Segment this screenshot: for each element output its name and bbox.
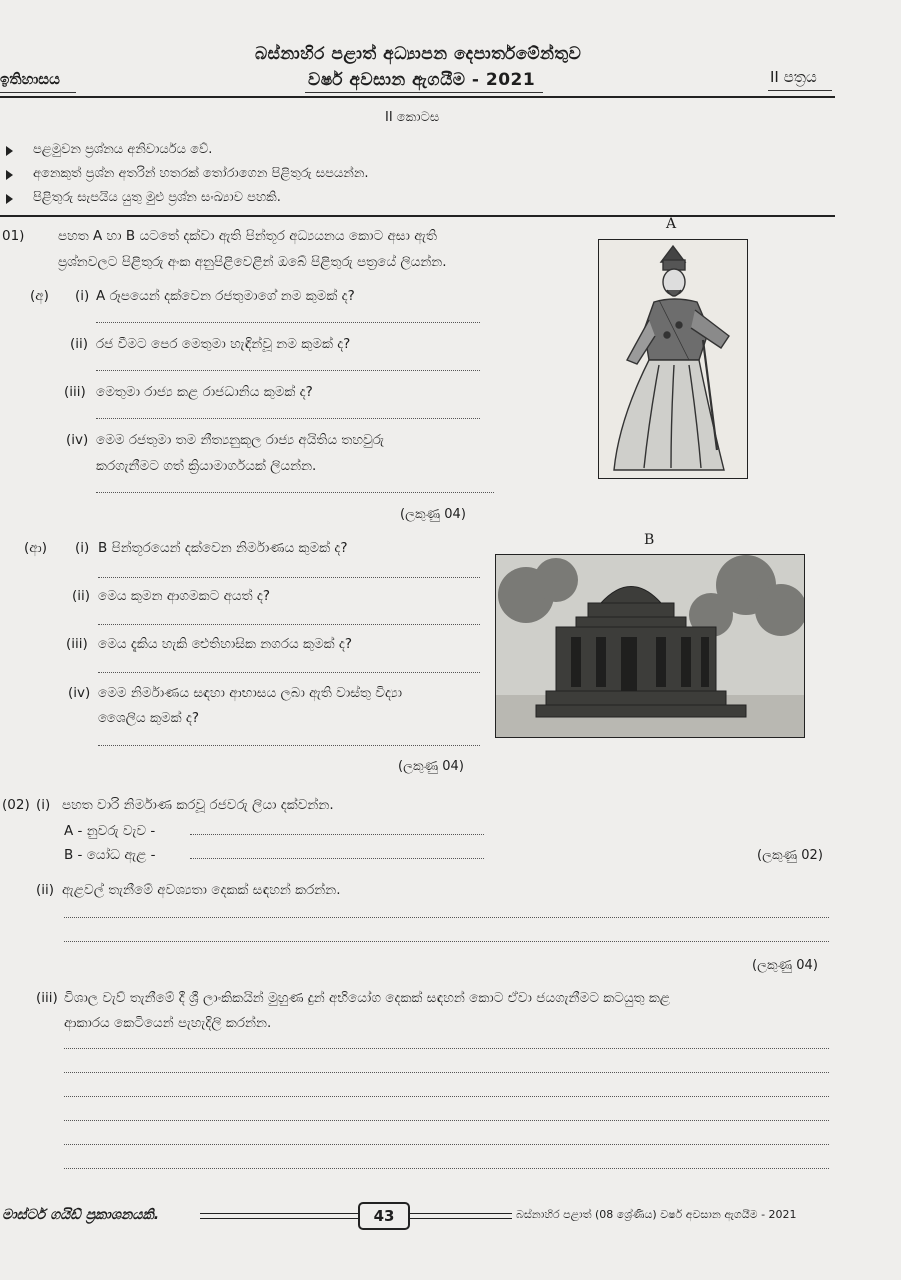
answer-line xyxy=(64,1072,829,1073)
q2-number: (02) xyxy=(2,797,30,813)
q2-ii-num: (ii) xyxy=(36,882,55,898)
subject-underline xyxy=(0,92,76,93)
picture-a-label: A xyxy=(666,216,677,232)
subject-label: ඉතිහාසය xyxy=(0,70,60,88)
q1-intro-line1: පහත A හා B යටතේ දක්වා ඇති පින්තූර අධ්‍යයනය කොට අසා ඇති xyxy=(58,228,437,244)
answer-line xyxy=(64,1144,829,1145)
q2-i-num: (i) xyxy=(36,797,51,813)
exam-title-underline xyxy=(305,92,543,93)
q1b-ii-num: (ii) xyxy=(72,588,91,604)
answer-line xyxy=(190,858,484,859)
answer-line xyxy=(98,624,480,625)
q2-ii-marks: (ලකුණු 04) xyxy=(752,958,818,973)
q2-ii-text: ඇළවල් තැනීමේ අවශ්‍යතා දෙකක් සඳහන් කරන්න. xyxy=(62,882,341,898)
instruction-1: පළමුවන ප්‍රශ්නය අනිවාර්යය වේ. xyxy=(33,142,213,157)
answer-line xyxy=(64,1120,829,1121)
q1a-i-num: (i) xyxy=(75,288,90,304)
paper-underline xyxy=(768,90,832,91)
q1-number: 01) xyxy=(2,228,25,244)
department-title: බස්නාහිර පළාත් අධ්‍යාපන දෙපාර්තමේන්තුව xyxy=(255,44,582,64)
q1b-iv-num: (iv) xyxy=(68,685,91,701)
answer-line xyxy=(64,941,829,942)
answer-line xyxy=(64,1096,829,1097)
q1a-iii-num: (iii) xyxy=(64,384,86,400)
bullet-icon xyxy=(6,170,13,180)
answer-line xyxy=(98,672,480,673)
footer-rule-right xyxy=(408,1213,512,1214)
paper-label: II පත්‍රය xyxy=(770,68,817,86)
q2-iii-num: (iii) xyxy=(36,990,58,1006)
header-rule xyxy=(0,96,835,98)
answer-line xyxy=(98,577,480,578)
answer-line xyxy=(96,370,480,371)
q2-i-a: A - නුවරු වැව - xyxy=(64,823,156,839)
answer-line xyxy=(96,322,480,323)
q1a-iv-text2: කරගැනීමට ගත් ක්‍රියාමාර්ගයක් ලියන්න. xyxy=(96,458,317,474)
bullet-icon xyxy=(6,146,13,156)
answer-line xyxy=(190,834,484,835)
q1b-iii-text: මෙය දැකිය හැකි ඓතිහාසික නගරය කුමක් ද? xyxy=(98,636,353,652)
footer-publisher: මාස්ටර් ගයිඩ් ප්‍රකාශනයකි. xyxy=(2,1207,160,1223)
q1b-marks: (ලකුණු 04) xyxy=(398,759,464,774)
answer-line xyxy=(64,917,829,918)
q1a-iii-text: මෙතුමා රාජ්‍ය කළ රාජධානිය කුමක් ද? xyxy=(96,384,313,400)
q1b-ii-text: මෙය කුමන ආගමකට අයත් ද? xyxy=(98,588,271,604)
bullet-icon xyxy=(6,194,13,204)
q1b-iv-text2: ශෛලිය කුමක් ද? xyxy=(98,710,200,726)
q2-iii-text: විශාල වැව් තැනීමේ දී ශ්‍රී ලාංකිකයින් මුහුණ දුන් අභියෝග දෙකක් සඳහන් කොට ඒවා ජයගැනීමට කටයුතු කළ xyxy=(64,990,671,1006)
q1a-ii-text: රජ වීමට පෙර මෙතුමා හැඳින්වූ නම කුමක් ද? xyxy=(96,336,351,352)
section-title: II කොටස xyxy=(385,110,440,125)
instruction-3: පිළිතුරු සැපයිය යුතු මුළු ප්‍රශ්න සංඛ්‍යාව පහකි. xyxy=(33,190,281,205)
q1a-label: (අ) xyxy=(30,288,49,304)
answer-line xyxy=(98,745,480,746)
q2-iii-text2: ආකාරය කෙටියෙන් පැහැදිලි කරන්න. xyxy=(64,1015,272,1031)
q1b-iii-num: (iii) xyxy=(66,636,88,652)
instructions-rule xyxy=(0,215,835,217)
answer-line xyxy=(64,1168,829,1169)
answer-line xyxy=(96,492,494,493)
answer-line xyxy=(64,1048,829,1049)
picture-a-king-image xyxy=(598,239,748,479)
instruction-2: අනෙකුත් ප්‍රශ්න අතරින් හතරක් තෝරාගෙන පිළිතුරු සපයන්න. xyxy=(33,166,369,181)
q1b-label: (ආ) xyxy=(24,540,47,556)
q2-i-text: පහත වාරි නිර්මාණ කරවූ රජවරු ලියා දක්වන්න. xyxy=(62,797,334,813)
q1-intro-line2: ප්‍රශ්නවලට පිළිතුරු අංක අනුපිළිවෙළින් ඔබේ පිළිතුරු පත්‍රයේ ලියන්න. xyxy=(58,254,447,270)
picture-b-label: B xyxy=(644,532,655,548)
q1a-i-text: A රූපයෙන් දක්වෙන රජතුමාගේ නම කුමක් ද? xyxy=(96,288,355,304)
q1a-iv-text: මෙම රජතුමා තම නීත්‍යනුකූල රාජ්‍ය අයිතිය තහවුරු xyxy=(96,432,384,448)
footer-rule-left xyxy=(200,1218,358,1219)
footer-exam-info: බස්නාහිර පළාත් (08 ශ්‍රේණිය) වර්ෂ අවසාන ඇගයීම - 2021 xyxy=(516,1208,797,1221)
footer-rule-left xyxy=(200,1213,358,1214)
answer-line xyxy=(96,418,480,419)
q2-i-b: B - යෝධ ඇළ - xyxy=(64,847,156,863)
q1a-ii-num: (ii) xyxy=(70,336,89,352)
q1b-i-text: B පින්තූරයෙන් දක්වෙන නිර්මාණය කුමක් ද? xyxy=(98,540,348,556)
q1b-i-num: (i) xyxy=(75,540,90,556)
q1b-iv-text: මෙම නිර්මාණය සඳහා ආභාසය ලබා ඇති වාස්තු විද්‍යා xyxy=(98,685,403,701)
exam-title: වර්ෂ අවසාන ඇගයීම - 2021 xyxy=(308,70,536,90)
footer-page-number: 43 xyxy=(358,1202,410,1230)
footer-rule-right xyxy=(408,1218,512,1219)
q1a-iv-num: (iv) xyxy=(66,432,89,448)
q1a-marks: (ලකුණු 04) xyxy=(400,507,466,522)
picture-b-temple-image xyxy=(495,554,805,738)
q2-i-marks: (ලකුණු 02) xyxy=(757,848,823,863)
